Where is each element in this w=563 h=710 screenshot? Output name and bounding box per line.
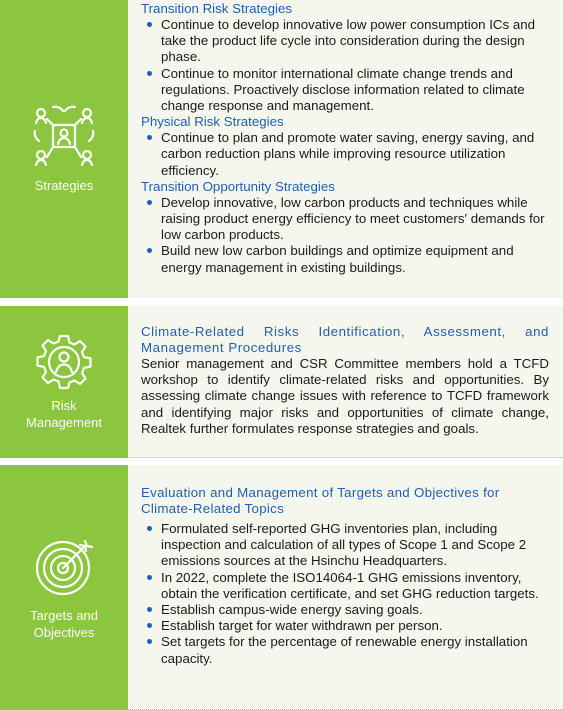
- list-item: Continue to monitor international climate change trends and regulations. Proactively disclose information related to climate change response and management.: [161, 66, 549, 115]
- risk-label: Risk Management: [26, 398, 102, 430]
- targets-content: [128, 465, 563, 710]
- physical-risk-list: [141, 130, 549, 179]
- transition-opportunity-list: [141, 195, 549, 276]
- list-item: Continue to develop innovative low power consumption ICs and take the product life cycle into consideration during the design phase.: [161, 17, 549, 66]
- targets-list: [141, 521, 549, 667]
- transition-risk-title: Transition Risk Strategies: [141, 1, 292, 16]
- list-item: Build new low carbon buildings and optimize equipment and energy management in existing buildings.: [161, 243, 549, 275]
- targets-sidebar: [0, 465, 128, 710]
- targets-title: Evaluation and Management of Targets and Objectives for Climate-Related Topics: [141, 485, 500, 516]
- risk-body: Senior management and CSR Committee members hold a TCFD workshop to identify climate-related risks and opportunities. By assessing climate change issues with reference to TCFD framework and identifying major risks and opportunities of climate change, Realtek further formulates response strategies and goals.: [141, 356, 549, 436]
- targets-label: Targets and Objectives: [30, 607, 98, 640]
- transition-risk-list: [141, 17, 549, 114]
- row-divider: [0, 458, 563, 465]
- transition-opportunity-title: Transition Opportunity Strategies: [141, 178, 335, 194]
- risk-row: [0, 306, 563, 458]
- strategies-content: [128, 0, 563, 298]
- strategies-sidebar: [0, 0, 128, 298]
- list-item: Establish campus-wide energy saving goals.: [161, 602, 549, 618]
- strategies-row: [0, 0, 563, 298]
- row-divider: [0, 298, 563, 306]
- risk-sidebar: [0, 306, 128, 458]
- list-item: In 2022, complete the ISO14064-1 GHG emissions inventory, obtain the verification certificate, and set GHG reduction targets.: [161, 570, 549, 602]
- list-item: Formulated self-reported GHG inventories plan, including inspection and calculation of all types of Scope 1 and Scope 2 emissions sources at the Hsinchu Headquarters.: [161, 521, 549, 570]
- target-arrow-icon: [33, 535, 95, 597]
- list-item: Develop innovative, low carbon products and techniques while raising product energy efficiency to meet customers′ demands for low carbon products.: [161, 195, 549, 244]
- network-people-icon: [33, 105, 95, 171]
- list-item: Set targets for the percentage of renewable energy installation capacity.: [161, 634, 549, 666]
- physical-risk-title: Physical Risk Strategies: [141, 114, 284, 130]
- list-item: Continue to plan and promote water saving, energy saving, and carbon reduction plans while improving resource utilization efficiency.: [161, 130, 549, 179]
- list-item: Establish target for water withdrawn per person.: [161, 618, 549, 634]
- gear-person-icon: [35, 333, 93, 391]
- targets-row: [0, 465, 563, 710]
- risk-content: [128, 306, 563, 458]
- strategies-label: Strategies: [34, 177, 94, 193]
- risk-title: Climate-Related Risks Identification, Assessment, and Management Procedures: [141, 324, 549, 355]
